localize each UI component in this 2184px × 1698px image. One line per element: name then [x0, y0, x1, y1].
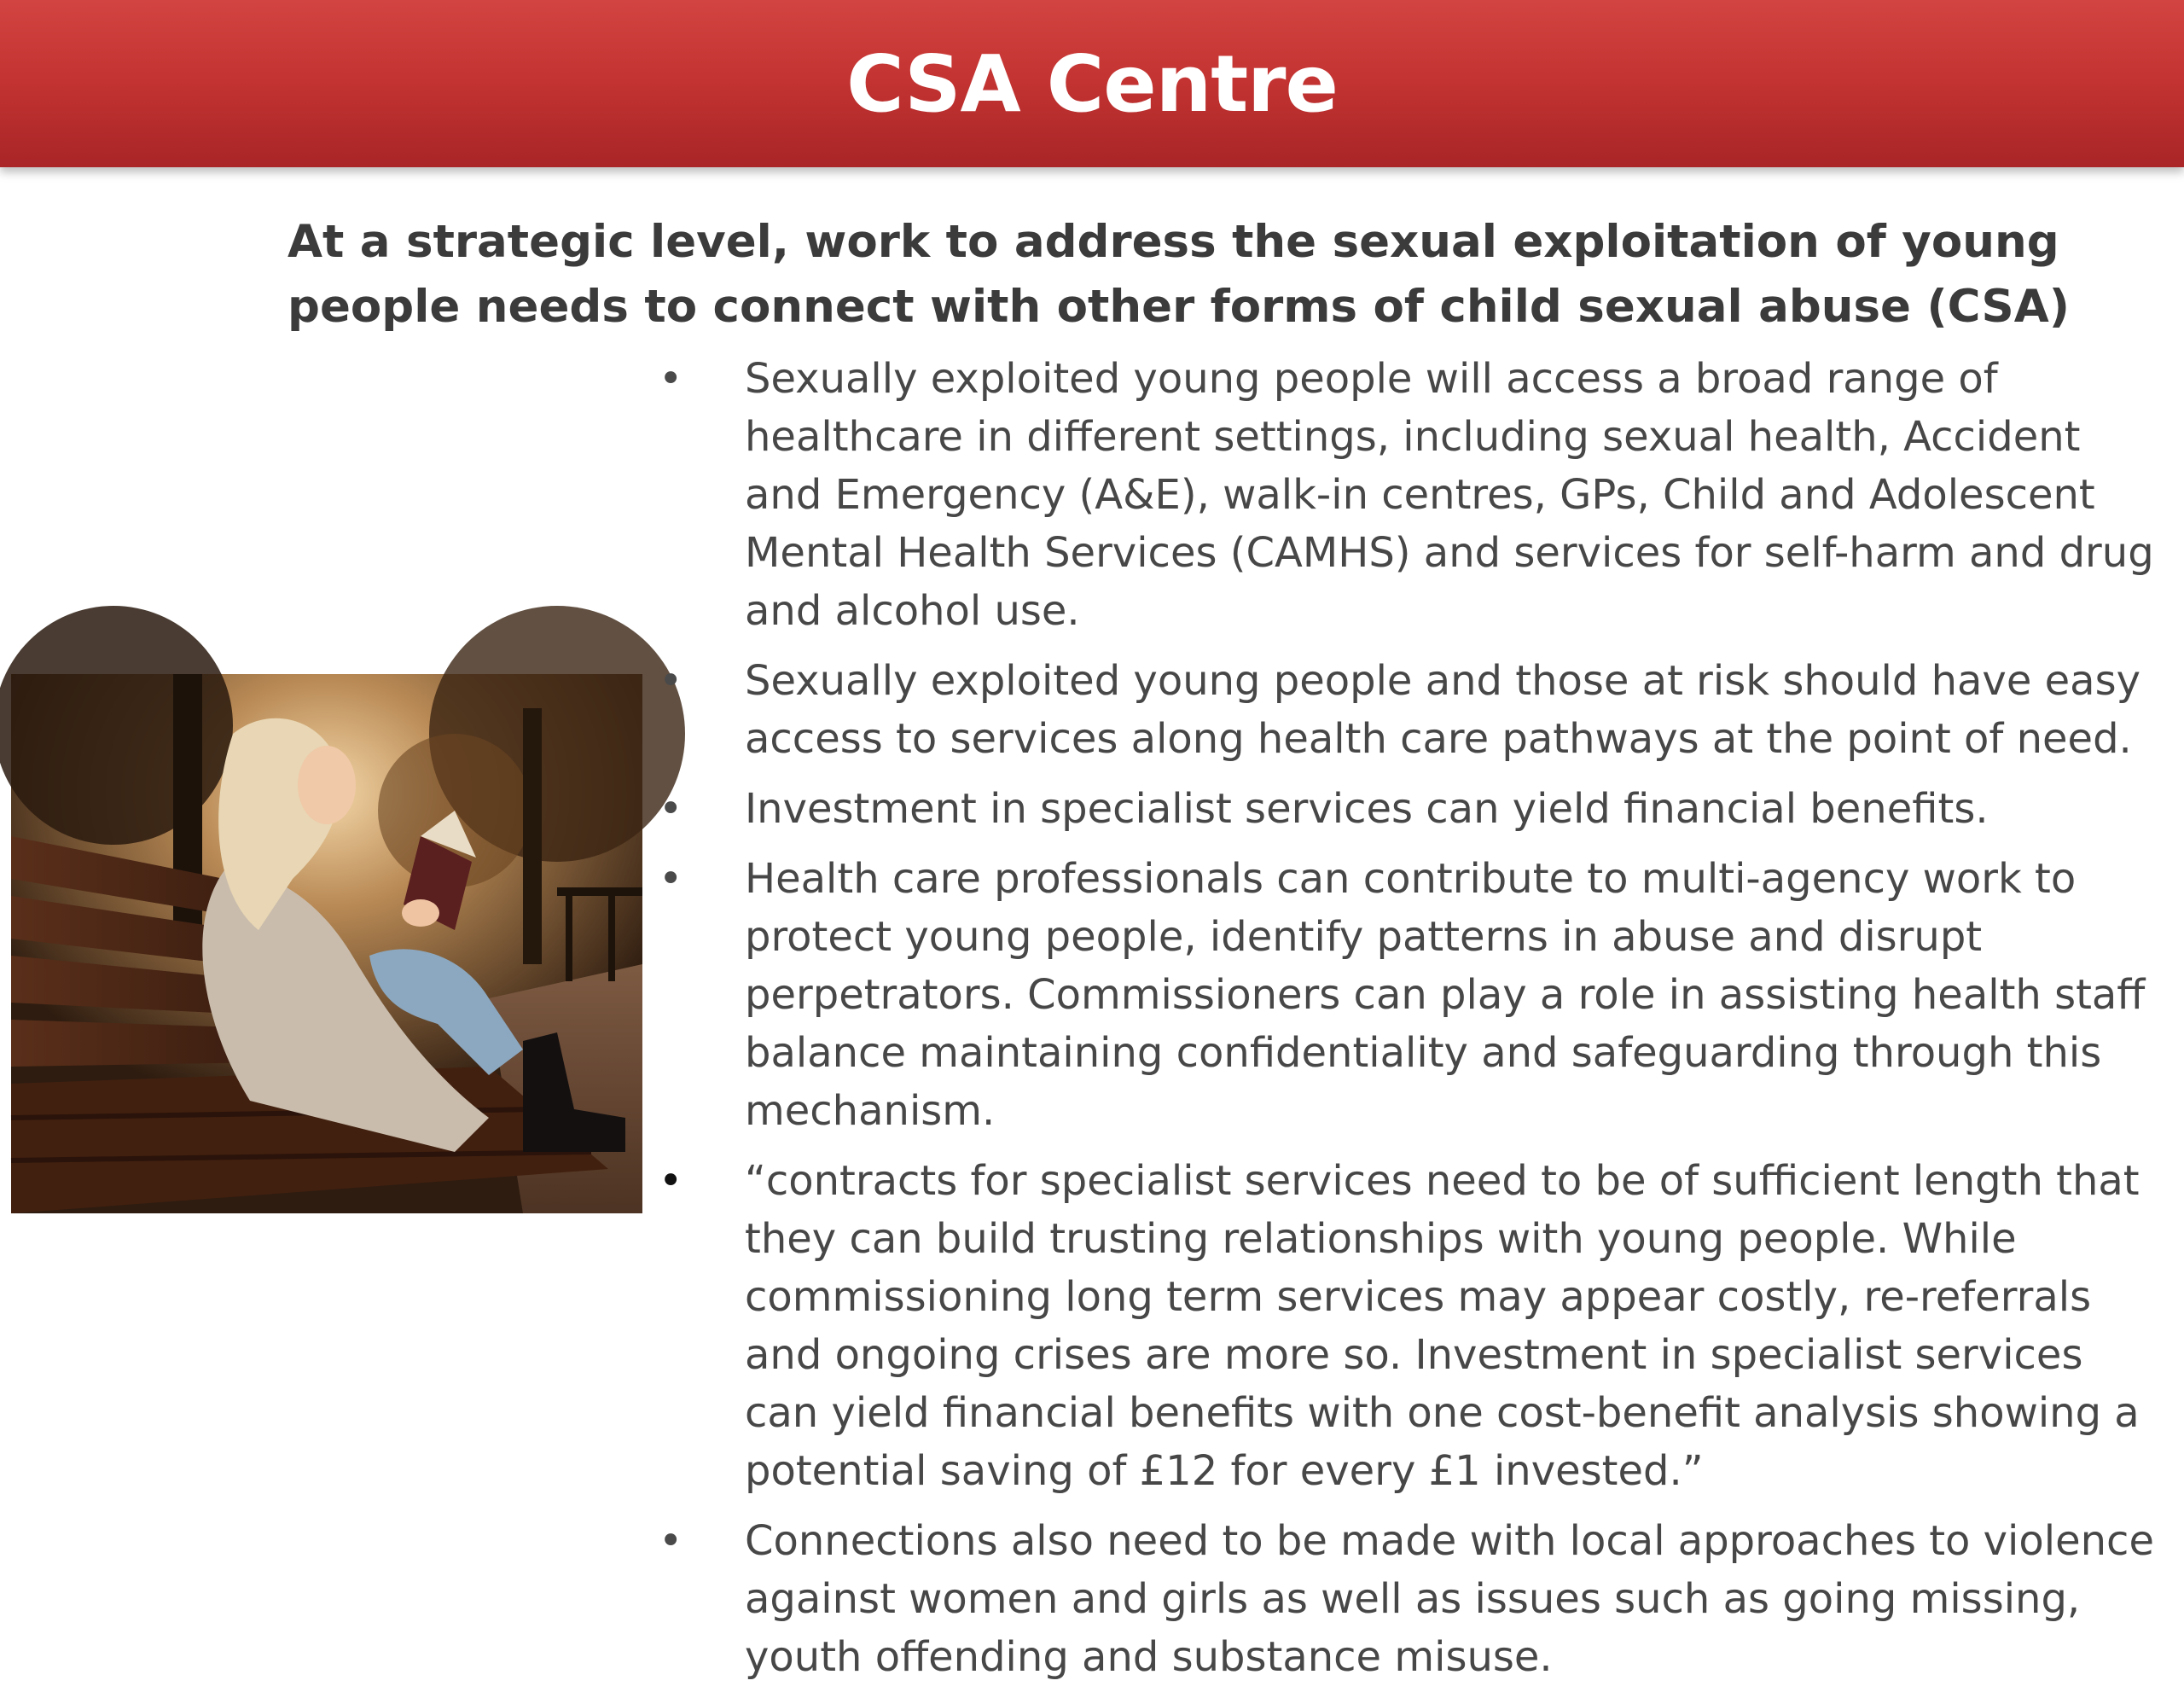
- title-banner: [0, 0, 2184, 167]
- bullet-text: Health care professionals can contribute to multi-agency work to protect young people, identify patterns in abuse and disrupt perpetrators. Commissioners can play a role in assisting health staff balance maintaining confidentiality and safeguarding through this mechanism.: [745, 855, 2146, 1135]
- photo-image: [11, 674, 642, 1213]
- bullet-text: Sexually exploited young people and those at risk should have easy access to services along health care pathways at the point of need.: [745, 657, 2140, 763]
- bullet-dot-icon: •: [659, 355, 683, 403]
- bullet-list: [659, 350, 2169, 1698]
- photo-illustration: [11, 674, 642, 1213]
- bullet-dot-icon: •: [659, 785, 683, 833]
- bullet-text: Sexually exploited young people will access a broad range of healthcare in different settings, including sexual health, Accident and Emergency (A&E), walk-in centres, GPs, Child and Adolescent Mental Health Services (CAMHS) and services for self-harm and drug and alcohol use.: [745, 355, 2154, 635]
- bullet-dot-icon: •: [659, 1517, 683, 1565]
- bullet-text: “contracts for specialist services need to be of sufficient length that they can build trusting relationships with young people. While commissioning long term services may appear costly, re-referrals and ongoing crises are more so. Investment in specialist services can yield financial benefits with one cost-benefit analysis showing a potential saving of £12 for every £1 invested.”: [745, 1157, 2140, 1495]
- bullet-item: [659, 350, 2169, 640]
- bullet-dot-icon: •: [659, 1157, 683, 1205]
- bullet-item: [659, 850, 2169, 1140]
- bullet-item: [659, 780, 2169, 838]
- bullet-item: [659, 1152, 2169, 1500]
- slide-title: CSA Centre: [846, 38, 1338, 130]
- slide-heading: At a strategic level, work to address the sexual exploitation of young people needs to connect with other forms of child sexual abuse (CSA): [288, 216, 2070, 333]
- bullet-item: [659, 652, 2169, 768]
- bullet-text: Connections also need to be made with local approaches to violence against women and girls as well as issues such as going missing, youth offending and substance misuse.: [745, 1517, 2154, 1681]
- bullet-dot-icon: •: [659, 657, 683, 705]
- bullet-item: [659, 1512, 2169, 1686]
- bullet-dot-icon: •: [659, 855, 683, 903]
- bullet-text: Investment in specialist services can yield financial benefits.: [745, 785, 1989, 833]
